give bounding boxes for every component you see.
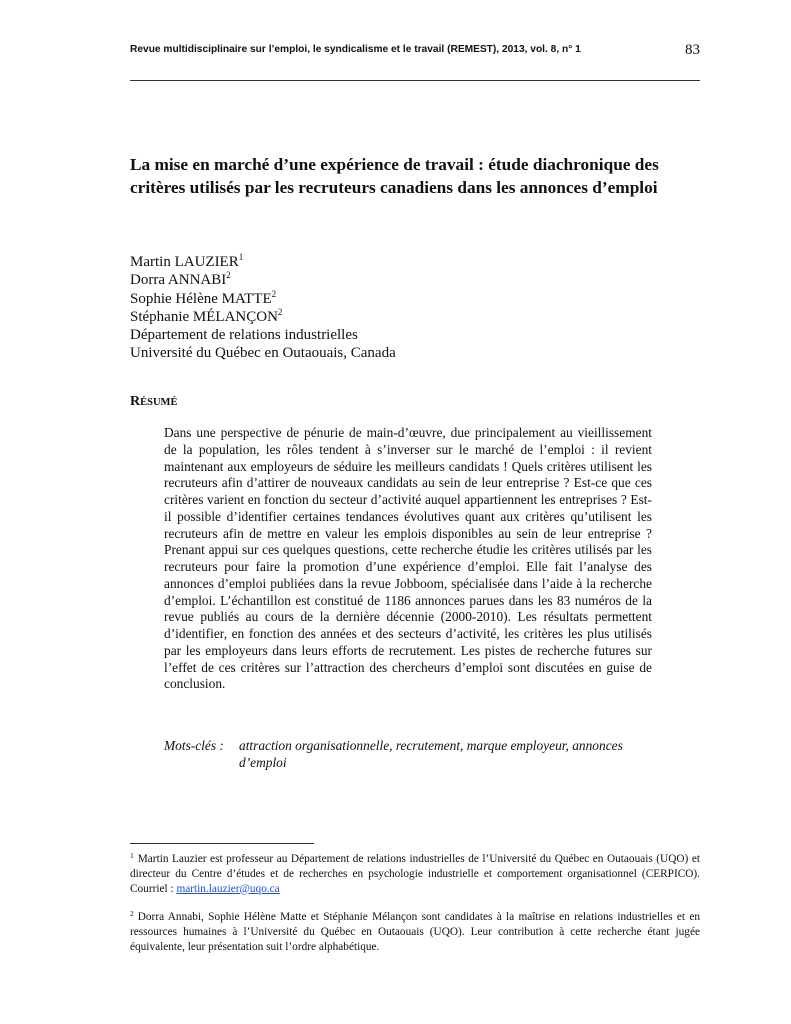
article-title <box>130 153 710 199</box>
author <box>130 253 396 271</box>
author-footnote-ref[interactable]: 1 <box>238 252 244 262</box>
author-name: Dorra ANNABI <box>130 272 227 289</box>
author-name: Stéphanie MÉLANÇON <box>130 308 278 325</box>
author-footnote-ref[interactable]: 2 <box>226 270 231 281</box>
footnote-number: 1 <box>130 851 134 860</box>
author <box>130 271 396 289</box>
page-number: 83 <box>685 42 700 58</box>
author-block <box>130 253 396 363</box>
author-name: Sophie Hélène MATTE <box>130 290 272 307</box>
journal-citation: Revue multidisciplinaire sur l’emploi, le syndicalisme et le travail (REMEST), 2013, vol. 8, n° 1 <box>130 44 581 55</box>
keywords-text: attraction organisationnelle, recrutement, marque employeur, annonces d’emploi <box>239 738 623 770</box>
author-footnote-ref[interactable]: 2 <box>271 288 277 299</box>
author-name: Martin LAUZIER <box>130 254 239 270</box>
affiliation-department: Département de relations industrielles <box>130 327 358 344</box>
abstract-heading-initial: R <box>130 394 141 409</box>
abstract-text: Dans une perspective de pénurie de main-d’œuvre, due principalement au vieillissement de la population, les rôles tendent à s’inverser sur le marché de l’emploi : il revient maintenant aux employeurs de séduire les meilleurs candidats ! Quels critères utilisent les recruteurs afin d’attirer de nouveaux candidats au sein de leur entreprise ? Est-ce que ces critères varient en fonction du secteur d’activité auquel appartiennent les entreprises ? Est-il possible d’identifier certaines tendances évolutives quant aux critères qu’utilisent les recruteurs afin de mettre en valeur les emplois disponibles au sein de leur entreprise ? Prenant appui sur ces quelques questions, cette recherche étudie les critères utilisés par les recruteurs pour faire la promotion d’une expérience d’emploi. Elle fait l’analyse des annonces d’emploi publiées dans la revue Jobboom, spécialisée dans l’aide à la recherche d’emploi. L’échantillon est constitué de 1186 annonces parues dans les 83 numéros de la revue publiés au cours de la dernière décennie (2000-2010). Les résultats permettent d’identifier, en fonction des années et des secteurs d’activité, les critères les plus utilisés par les employeurs dans leurs efforts de recrutement. Les pistes de recherche futures sur l’effet de ces critères sur l’attraction des chercheurs d’emploi sont discutées en guise de conclusion. <box>164 425 652 692</box>
abstract-heading-rest: ÉSUMÉ <box>140 397 178 408</box>
footnote-text: Dorra Annabi, Sophie Hélène Matte et Stéphanie Mélançon sont candidates à la maîtrise en relations industrielles et en ressources humaines à l’Université du Québec en Outaouais (UQO). Leur contribution à cette recherche étant jugée équivalente, leur présentation suit l’ordre alphabétique. <box>130 911 700 953</box>
footnote-divider <box>130 843 314 844</box>
affiliation-university: Université du Québec en Outaouais, Canada <box>130 345 396 362</box>
author-footnote-ref[interactable]: 2 <box>277 306 283 317</box>
footnote-1 <box>130 852 700 896</box>
header-divider <box>130 80 700 81</box>
email-link[interactable]: martin.lauzier@uqo.ca <box>176 882 280 895</box>
footnote-number: 2 <box>130 909 134 918</box>
keywords-label: Mots-clés : <box>164 738 224 753</box>
title-line-1: La mise en marché d’une expérience de travail : étude diachronique des <box>130 155 659 174</box>
abstract-heading <box>130 394 177 410</box>
author <box>130 308 396 326</box>
author <box>130 290 396 308</box>
footnote-text: Martin Lauzier est professeur au Département de relations industrielles de l’Université du Québec en Outaouais (UQO) et directeur du Centre d’études et de recherches en psychologie industrielle et comportement organisationnel (CERPICO). Courriel : <box>130 853 700 895</box>
footnote-2 <box>130 910 700 954</box>
title-line-2: critères utilisés par les recruteurs canadiens dans les annonces d’emploi <box>130 178 658 197</box>
